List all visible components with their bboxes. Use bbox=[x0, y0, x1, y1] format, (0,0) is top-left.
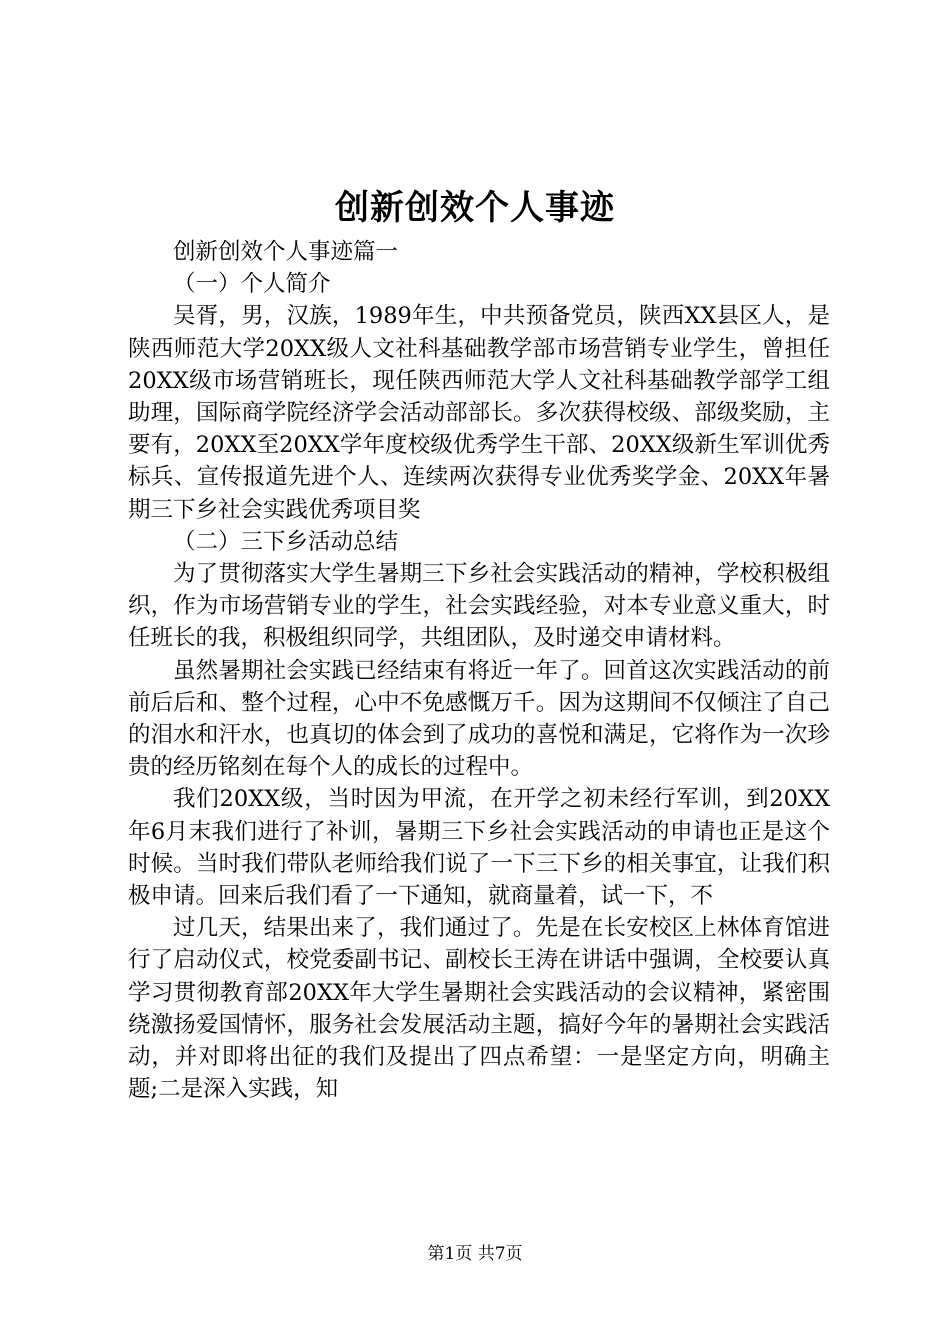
paragraph: 过几天，结果出来了，我们通过了。先是在长安校区上林体育馆进行了启动仪式，校党委副书记、副校长王涛在讲话中强调，全校要认真学习贯彻教育部20XX年大学生暑期社会实践活动的会议精神，紧密围绕激扬爱国情怀，服务社会发展活动主题，搞好今年的暑期社会实践活动，并对即将出征的我们及提出了四点希望：一是坚定方向，明确主题;二是深入实践，知 bbox=[128, 915, 830, 1103]
subsection-heading: （二）三下乡活动总结 bbox=[173, 528, 399, 555]
subsection-heading: （一）个人简介 bbox=[173, 271, 331, 298]
section-heading: 创新创效个人事迹篇一 bbox=[173, 239, 399, 265]
paragraph: 为了贯彻落实大学生暑期三下乡社会实践活动的精神，学校积极组织，作为市场营销专业的学生，社会实践经验，对本专业意义重大，时任班长的我，积极组织同学，共组团队，及时递交申请材料。 bbox=[128, 561, 830, 652]
page-footer: 第1页 共7页 bbox=[427, 1244, 523, 1264]
document-body bbox=[128, 236, 830, 1105]
paragraph: 我们20XX级，当时因为甲流，在开学之初未经行军训，到20XX年6月末我们进行了补训，暑期三下乡社会实践活动的申请也正是这个时候。当时我们带队老师给我们说了一下三下乡的相关事宜，让我们积极申请。回来后我们看了一下通知，就商量着，试一下，不 bbox=[128, 786, 830, 910]
paragraph: 吴胥，男，汉族，1989年生，中共预备党员，陕西XX县区人，是陕西师范大学20XX级人文社科基础教学部市场营销专业学生，曾担任20XX级市场营销班长，现任陕西师范大学人文社科基础教学部学工组助理，国际商学院经济学会活动部部长。多次获得校级、部级奖励，主要有，20XX至20XX学年度校级优秀学生干部、20XX级新生军训优秀标兵、宣传报道先进个人、连续两次获得专业优秀奖学金、20XX年暑期三下乡社会实践优秀项目奖 bbox=[128, 303, 830, 523]
paragraph: 虽然暑期社会实践已经结束有将近一年了。回首这次实践活动的前前后后和、整个过程，心中不免感慨万千。因为这期间不仅倾注了自己的泪水和汗水，也真切的体会到了成功的喜悦和满足，它将作为一次珍贵的经历铭刻在每个人的成长的过程中。 bbox=[128, 657, 830, 781]
document-title: 创新创效个人事迹 bbox=[335, 188, 615, 228]
